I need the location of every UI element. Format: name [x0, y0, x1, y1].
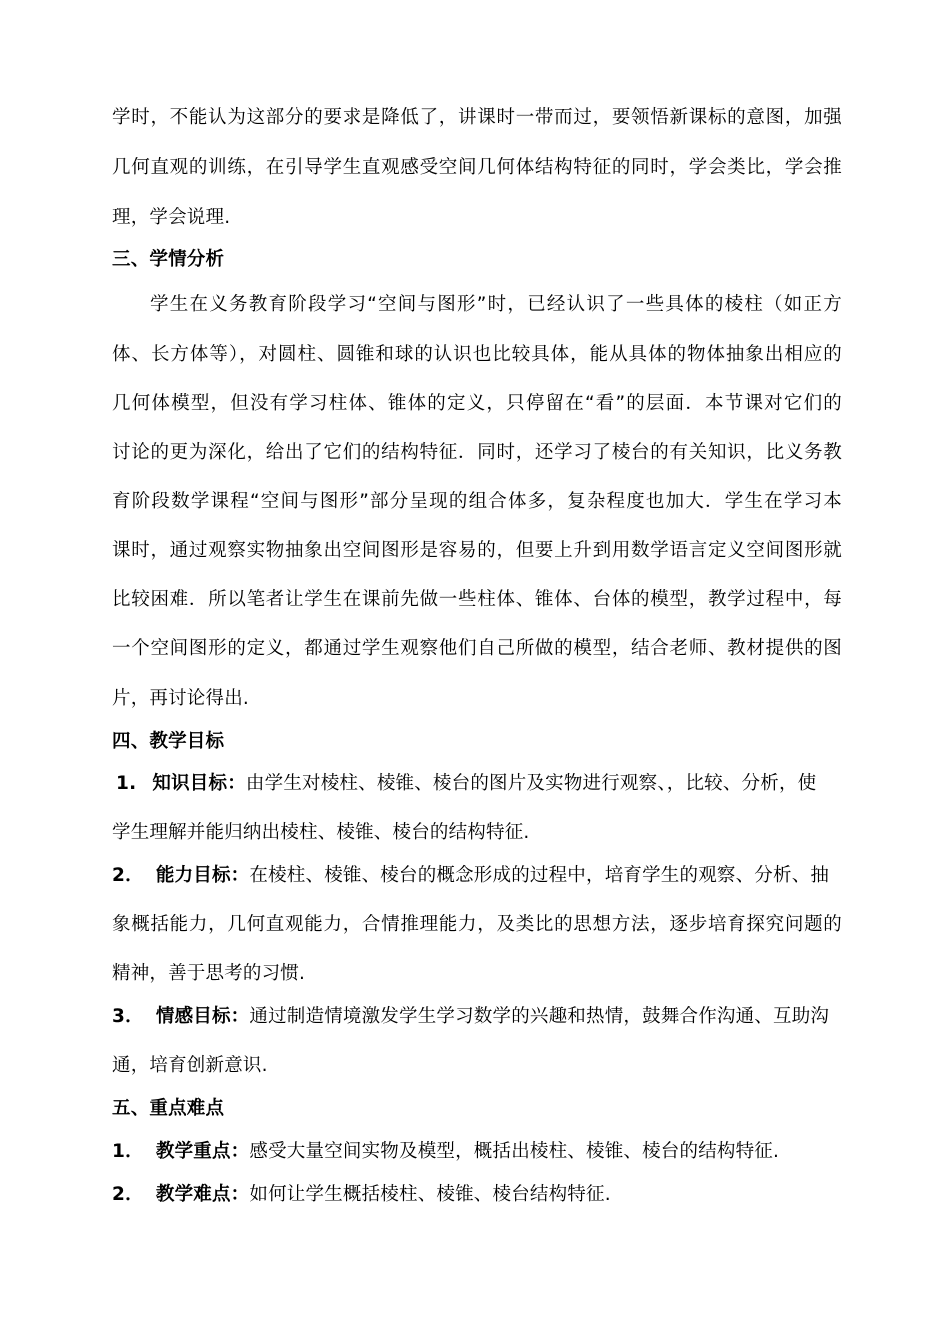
section-heading-4: 四、教学目标	[112, 731, 225, 752]
goal-2	[112, 864, 842, 888]
key-point-1-label: 教学重点：	[155, 1141, 250, 1162]
goal-2-cont-2: 精神，善于思考的习惯.	[112, 963, 306, 984]
section3-line-6: 课时，通过观察实物抽象出空间图形是容易的，但要上升到用数学语言定义空间图形就	[112, 540, 842, 561]
goal-2-number: 2．	[112, 865, 144, 886]
intro-line-2: 几何直观的训练，在引导学生直观感受空间几何体结构特征的同时，学会类比，学会推	[112, 157, 842, 178]
goal-3-cont: 通，培育创新意识.	[112, 1055, 268, 1076]
section3-line-1: 学生在义务教育阶段学习“空间与图形”时，已经认识了一些具体的棱柱（如正方	[150, 294, 842, 315]
goal-1-text: 由学生对棱柱、棱锥、棱台的图片及实物进行观察、，比较、分析，使	[245, 773, 817, 794]
key-point-1-number: 1．	[112, 1141, 144, 1162]
goal-2-cont-1: 象概括能力，几何直观能力，合情推理能力，及类比的思想方法，逐步培育探究问题的	[112, 914, 842, 935]
goal-3-text: 通过制造情境激发学生学习数学的兴趣和热情，鼓舞合作沟通、互助沟	[249, 1006, 830, 1027]
key-point-1-text: 感受大量空间实物及模型，概括出棱柱、棱锥、棱台的结构特征.	[249, 1141, 780, 1162]
section3-line-3: 几何体模型，但没有学习柱体、锥体的定义，只停留在“看”的层面．本节课对它们的	[112, 393, 842, 414]
section3-line-8: 一个空间图形的定义，都通过学生观察他们自己所做的模型，结合老师、教材提供的图	[112, 638, 842, 659]
goal-2-text: 在棱柱、棱锥、棱台的概念形成的过程中，培育学生的观察、分析、抽	[249, 865, 830, 886]
intro-line-3: 理，学会说理.	[112, 207, 231, 228]
section3-line-9: 片，再讨论得出.	[112, 688, 249, 709]
goal-1-number: 1.	[116, 773, 137, 794]
goal-1	[116, 772, 842, 796]
goal-2-label: 能力目标：	[155, 865, 250, 886]
section-heading-3: 三、学情分析	[112, 249, 225, 270]
goal-1-label: 知识目标：	[152, 773, 246, 794]
goal-3-label: 情感目标：	[155, 1006, 250, 1027]
key-point-2-number: 2．	[112, 1184, 144, 1205]
goal-1-cont: 学生理解并能归纳出棱柱、棱锥、棱台的结构特征.	[112, 822, 530, 843]
key-point-2-text: 如何让学生概括棱柱、棱锥、棱台结构特征.	[249, 1184, 611, 1205]
section3-line-2: 体、长方体等），对圆柱、圆锥和球的认识也比较具体，能从具体的物体抽象出相应的	[112, 344, 842, 365]
key-point-2	[112, 1183, 842, 1207]
goal-3-number: 3．	[112, 1006, 144, 1027]
goal-3	[112, 1005, 842, 1029]
intro-line-1: 学时，不能认为这部分的要求是降低了，讲课时一带而过，要领悟新课标的意图，加强	[112, 107, 842, 128]
section3-line-5: 育阶段数学课程“空间与图形”部分呈现的组合体多，复杂程度也加大．学生在学习本	[112, 491, 842, 512]
section3-line-4: 讨论的更为深化，给出了它们的结构特征．同时，还学习了棱台的有关知识，比义务教	[112, 442, 842, 463]
section-heading-5: 五、重点难点	[112, 1098, 225, 1119]
key-point-2-label: 教学难点：	[155, 1184, 250, 1205]
section3-line-7: 比较困难．所以笔者让学生在课前先做一些柱体、锥体、台体的模型，教学过程中，每	[112, 589, 842, 610]
key-point-1	[112, 1140, 842, 1164]
